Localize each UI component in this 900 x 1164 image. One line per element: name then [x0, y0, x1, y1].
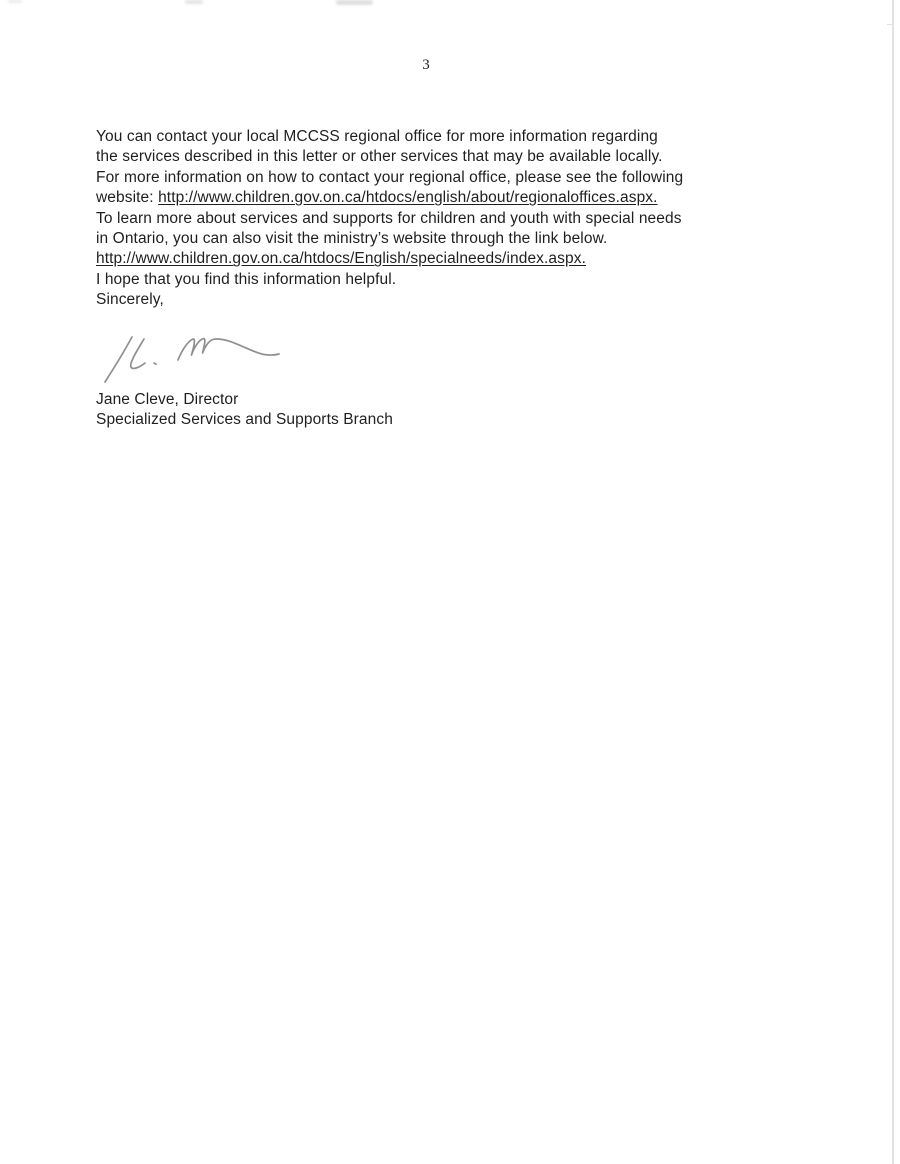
- paragraph-line: in Ontario, you can also visit the ministry’s website through the link below.: [96, 230, 608, 248]
- closing-salutation: Sincerely,: [96, 291, 164, 309]
- paragraph-hope-helpful: I hope that you find this information helpful.: [96, 270, 397, 288]
- paragraph-line: the services described in this letter or other services that may be available locally.: [96, 148, 663, 166]
- website-label: website:: [96, 189, 159, 207]
- scan-artifact-smudge: [336, 0, 373, 5]
- special-needs-url-link[interactable]: http://www.children.gov.on.ca/htdocs/English/specialneeds/index.aspx.: [96, 250, 586, 268]
- letter-body: [96, 127, 796, 430]
- signature-block: [96, 390, 796, 431]
- scan-artifact-right-edge-line: [892, 0, 894, 1164]
- signature-area: [98, 330, 796, 390]
- scan-artifact-tick: [887, 24, 894, 25]
- regional-offices-url-link[interactable]: http://www.children.gov.on.ca/htdocs/english/about/regionaloffices.aspx.: [158, 189, 658, 207]
- paragraph-line: For more information on how to contact your regional office, please see the following: [96, 168, 684, 186]
- paragraph-line: To learn more about services and supports for children and youth with special needs: [96, 209, 682, 227]
- scan-artifact-smudge: [185, 0, 203, 4]
- page-number: 3: [422, 57, 430, 73]
- signer-name: Jane Cleve, Director: [96, 390, 239, 408]
- signer-branch: Specialized Services and Supports Branch: [96, 411, 393, 429]
- paragraph-line: [96, 189, 658, 206]
- handwritten-signature-icon: [98, 330, 288, 390]
- scan-artifact-smudge: [8, 0, 22, 3]
- paragraph-special-needs-info: [96, 209, 796, 270]
- paragraph-contact-regional-office: [96, 127, 796, 209]
- paragraph-line: You can contact your local MCCSS regional office for more information regarding: [96, 128, 658, 145]
